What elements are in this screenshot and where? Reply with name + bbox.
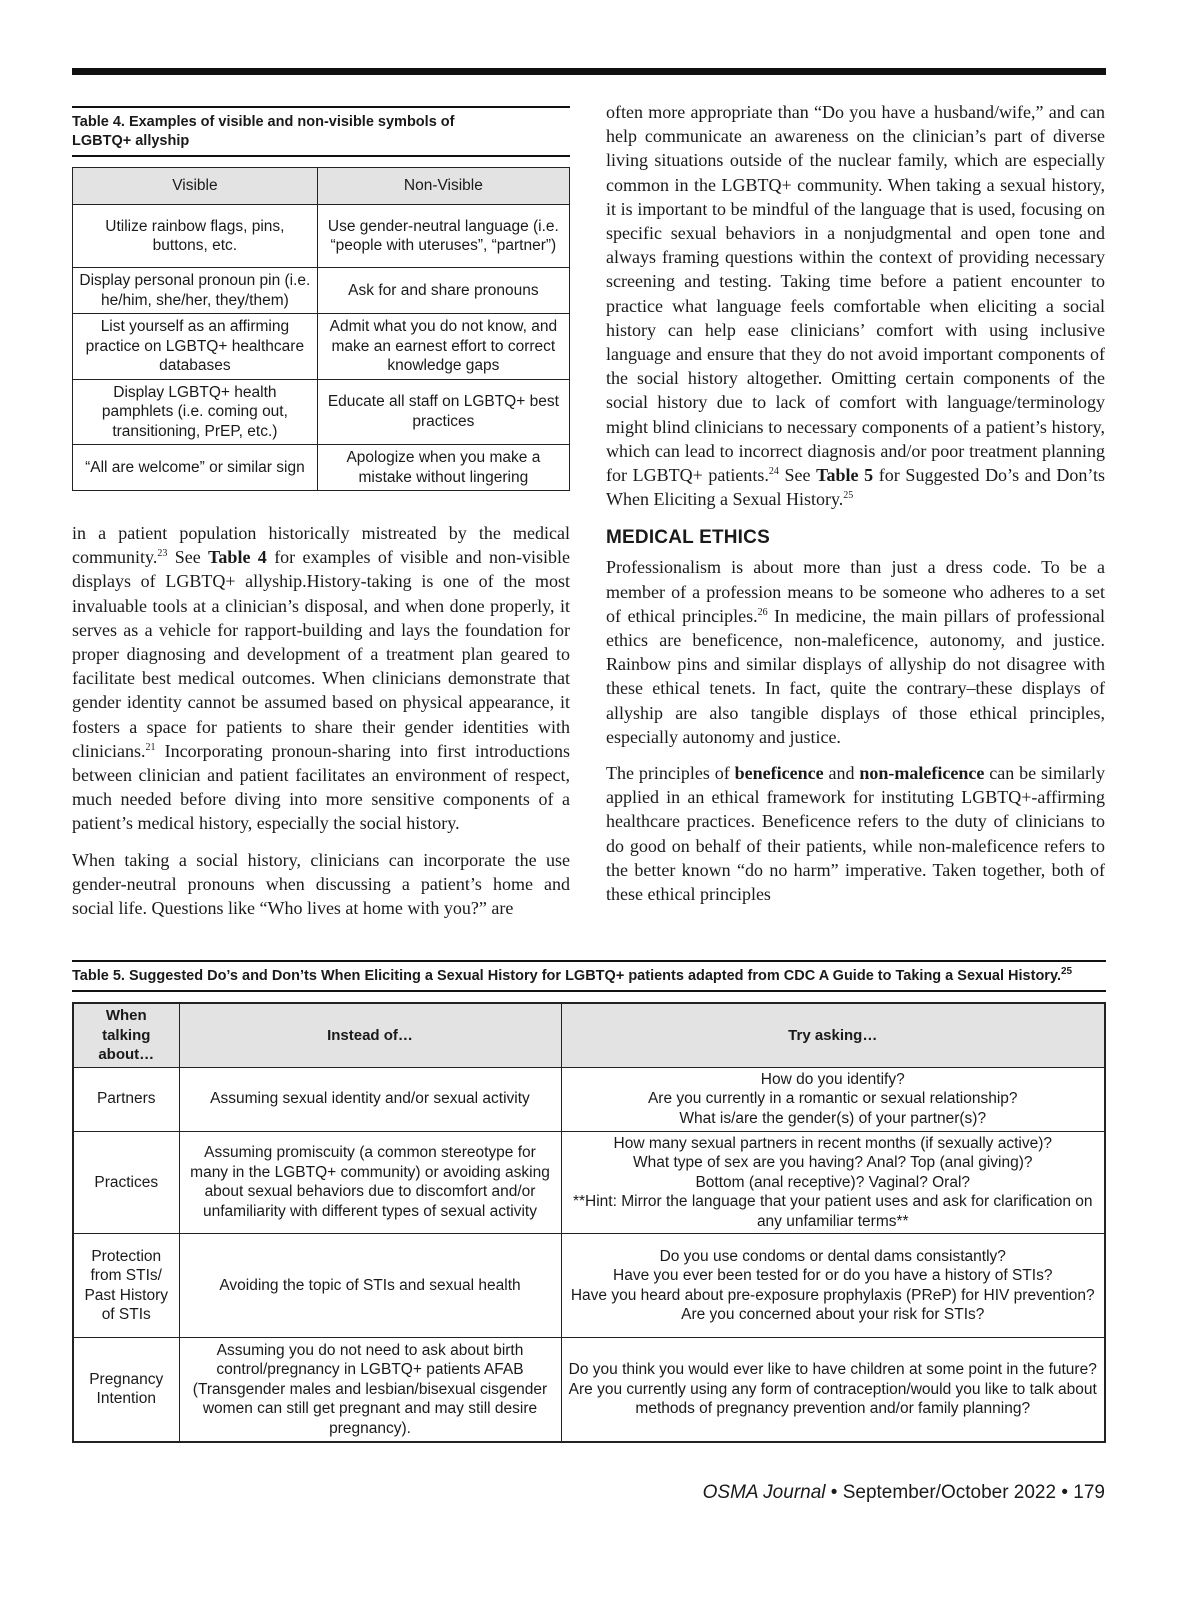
table-cell: Apologize when you make a mistake without lingering xyxy=(317,445,569,491)
question-line: Are you concerned about your risk for STIs? xyxy=(681,1306,985,1323)
table-row xyxy=(73,205,570,268)
table-row xyxy=(73,1338,1105,1442)
table-cell: Use gender-neutral language (i.e. “people with uteruses”, “partner”) xyxy=(317,205,569,268)
question-line: Have you heard about pre-exposure prophylaxis (PReP) for HIV prevention? xyxy=(570,1286,1095,1304)
question-line: Are you currently in a romantic or sexual relationship? xyxy=(647,1090,1018,1108)
table-cell-topic: Protection from STIs/ Past History of STIs xyxy=(73,1234,179,1338)
left-paragraph-1 xyxy=(72,521,570,836)
page-footer xyxy=(703,1482,1105,1504)
table4-header-nonvisible: Non-Visible xyxy=(317,168,569,205)
right-column xyxy=(606,100,1105,914)
table-cell-topic: Pregnancy Intention xyxy=(73,1338,179,1442)
table-cell: List yourself as an affirming practice on LGBTQ+ healthcare databases xyxy=(73,314,318,380)
citation: 26 xyxy=(757,606,768,618)
page-number: 179 xyxy=(1073,1482,1105,1503)
table5-header-instead: Instead of… xyxy=(179,1003,561,1067)
table-cell: Admit what you do not know, and make an earnest effort to correct knowledge gaps xyxy=(317,314,569,380)
question-line: How many sexual partners in recent months (if sexually active)? xyxy=(613,1134,1052,1152)
text-span: Professionalism is about more than just a dress code. To be a member of a profession means to be someone who adheres to a set of ethical principles. xyxy=(606,557,1105,626)
right-paragraph-3 xyxy=(606,761,1105,906)
right-paragraph-1 xyxy=(606,100,1105,511)
table5-caption xyxy=(72,960,1106,992)
text-span: See xyxy=(167,547,209,568)
right-paragraph-2 xyxy=(606,555,1105,749)
top-rule xyxy=(72,68,1106,75)
table4-header-visible: Visible xyxy=(73,168,318,205)
citation: 21 xyxy=(145,741,156,753)
table-cell-instead: Assuming sexual identity and/or sexual activity xyxy=(179,1067,561,1131)
table-cell: “All are welcome” or similar sign xyxy=(73,445,318,491)
citation: 23 xyxy=(157,548,168,560)
table-row xyxy=(73,445,570,491)
term-beneficence: beneficence xyxy=(734,763,824,784)
citation: 25 xyxy=(843,490,854,502)
text-span: Incorporating pronoun-sharing into first introductions between clinician and patient facilitates an environment of respect, much needed before diving into more sensitive components of a patient’s medical history, especially the social history. xyxy=(72,740,570,834)
question-line: How do you identify? xyxy=(760,1070,905,1088)
table-cell: Display personal pronoun pin (i.e. he/him, she/her, they/them) xyxy=(73,268,318,314)
citation: 25 xyxy=(1060,966,1073,978)
table5-header-try: Try asking… xyxy=(561,1003,1105,1067)
text-span: can be similarly applied in an ethical framework for instituting LGBTQ+-affirming healthcare practices. Beneficence refers to the duty of clinicians to do good on behalf of their patients, while non-maleficence refers to the better known “do no harm” imperative. Taken together, both of these ethical principles xyxy=(606,763,1105,905)
text-span: The principles of xyxy=(606,763,735,784)
text-span: and xyxy=(823,763,860,784)
table-cell: Educate all staff on LGBTQ+ best practices xyxy=(317,379,569,445)
section-heading-medical-ethics: MEDICAL ETHICS xyxy=(606,527,770,549)
table-cell-try xyxy=(561,1338,1105,1442)
question-line: What is/are the gender(s) of your partner(s)? xyxy=(679,1109,987,1127)
table-cell-topic: Practices xyxy=(73,1131,179,1234)
table-cell-instead: Avoiding the topic of STIs and sexual health xyxy=(179,1234,561,1338)
text-span: In medicine, the main pillars of professional ethics are beneficence, non-maleficence, autonomy, and justice. Rainbow pins and similar displays of allyship do not disagree with these ethical tenets. In fact, quite the contrary–these displays of allyship are also tangible displays of those ethical principles, especially autonomy and justice. xyxy=(606,605,1105,747)
table5-header-topic: When talking about… xyxy=(73,1003,179,1067)
issue-date: September/October 2022 xyxy=(842,1482,1057,1503)
table-cell-instead: Assuming you do not need to ask about birth control/pregnancy in LGBTQ+ patients AFAB (Transgender males and lesbian/bisexual cisgender women can still get pregnant and may still desire pregnancy). xyxy=(179,1338,561,1442)
table-row xyxy=(73,1067,1105,1131)
text-span: for Suggested Do’s and Don’ts When Eliciting a Sexual History. xyxy=(606,465,1106,510)
table-row xyxy=(73,1131,1105,1234)
table5-section xyxy=(72,960,1106,1443)
left-column xyxy=(72,106,570,928)
table5 xyxy=(72,1002,1106,1443)
table-cell-instead: Assuming promiscuity (a common stereotype for many in the LGBTQ+ community) or avoiding asking about sexual behaviors due to discomfort and/or unfamiliarity with different types of sexual activity xyxy=(179,1131,561,1234)
table-cell: Utilize rainbow flags, pins, buttons, etc. xyxy=(73,205,318,268)
question-line: Do you think you would ever like to have children at some point in the future? xyxy=(568,1361,1097,1378)
text-span: often more appropriate than “Do you have a husband/wife,” and can help communicate an awareness on the clinician’s part of diverse living situations outside of the nuclear family, which are especially common in the LGBTQ+ community. When taking a sexual history, it is important to be mindful of the language that is used, focusing on specific sexual behaviors in a nonjudgmental and open tone and always framing questions within the context of providing necessary screening and testing. Taking time before a patient encounter to practice what language feels comfortable when eliciting a social history can help ease clinicians’ comfort with using inclusive language and ensure that they do not avoid important components of the social history altogether. Omitting certain components of the social history due to lack of comfort with language/terminology might blind clinicians to necessary components of a patient’s history, which can lead to incorrect diagnosis and/or poor treatment planning for LGBTQ+ patients. xyxy=(606,102,1105,486)
question-line: Bottom (anal receptive)? Vaginal? Oral? xyxy=(695,1173,971,1191)
table4 xyxy=(72,167,570,491)
table-reference: Table 5 xyxy=(816,465,874,486)
separator: • xyxy=(1056,1482,1074,1503)
table-row xyxy=(73,268,570,314)
table-cell-try xyxy=(561,1067,1105,1131)
question-line: What type of sex are you having? Anal? Top (anal giving)? xyxy=(632,1154,1033,1171)
citation: 24 xyxy=(768,466,779,478)
left-paragraph-2: When taking a social history, clinicians can incorporate the use gender-neutral pronouns when discussing a patient’s home and social life. Questions like “Who lives at home with you?” are xyxy=(72,849,570,919)
separator: • xyxy=(825,1482,843,1503)
table-cell: Display LGBTQ+ health pamphlets (i.e. coming out, transitioning, PrEP, etc.) xyxy=(73,379,318,445)
table4-caption-line1: Table 4. Examples of visible and non-visible symbols of xyxy=(72,114,455,130)
question-line: Do you use condoms or dental dams consistantly? xyxy=(659,1247,1006,1265)
text-span: See xyxy=(778,465,817,486)
question-line: Are you currently using any form of contraception/would you like to talk about methods of pregnancy prevention and/or family planning? xyxy=(568,1380,1097,1417)
table4-caption xyxy=(72,106,570,157)
question-line: **Hint: Mirror the language that your patient uses and ask for clarification on any unfamiliar terms** xyxy=(572,1193,1093,1230)
text-span: for examples of visible and non-visible displays of LGBTQ+ allyship.History-taking is one of the most invaluable tools at a clinician’s disposal, and when done properly, it serves as a vehicle for rapport-building and lays the foundation for proper diagnosing and development of a treatment plan geared to facilitate best medical outcomes. When clinicians demonstrate that gender identity cannot be assumed based on physical appearance, it fosters a space for patients to share their gender identities with clinicians. xyxy=(72,547,570,761)
table-cell-try xyxy=(561,1234,1105,1338)
table-reference: Table 4 xyxy=(208,547,267,568)
table-row xyxy=(73,379,570,445)
table-row xyxy=(73,1234,1105,1338)
table4-caption-line2: LGBTQ+ allyship xyxy=(72,133,190,149)
question-line: Have you ever been tested for or do you have a history of STIs? xyxy=(613,1267,1053,1284)
journal-name: OSMA Journal xyxy=(702,1482,826,1503)
text-span: Table 5. Suggested Do’s and Don’ts When Eliciting a Sexual History for LGBTQ+ patients adapted from CDC A Guide to Taking a Sexual History. xyxy=(72,968,1061,984)
table-row xyxy=(73,314,570,380)
table-cell: Ask for and share pronouns xyxy=(317,268,569,314)
term-non-maleficence: non-maleficence xyxy=(859,763,985,784)
text-span: in a patient population historically mistreated by the medical community. xyxy=(72,523,570,568)
table-cell-topic: Partners xyxy=(73,1067,179,1131)
table-cell-try xyxy=(561,1131,1105,1234)
